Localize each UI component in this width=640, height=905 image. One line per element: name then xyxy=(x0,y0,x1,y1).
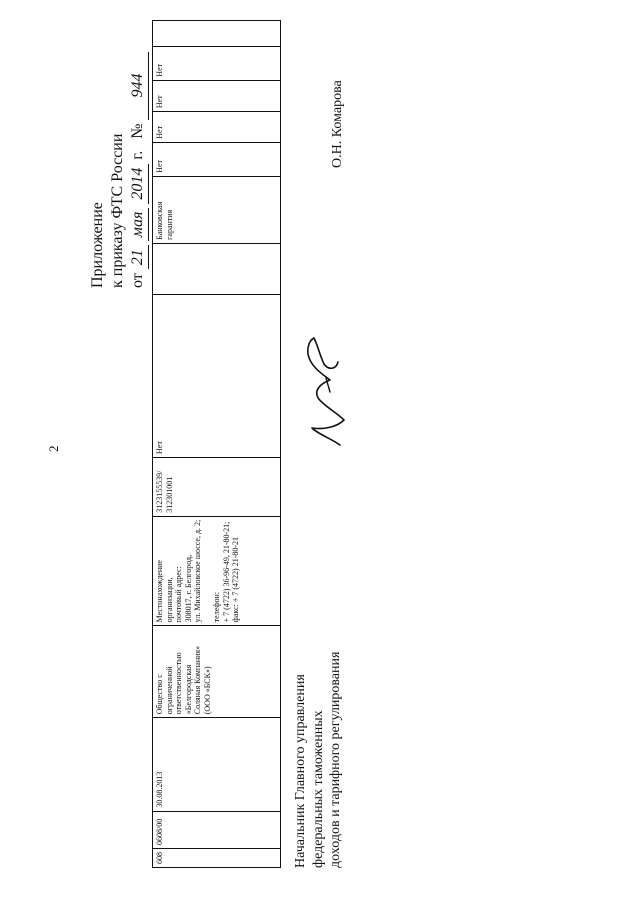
order-day: 21 xyxy=(128,245,149,269)
cell-organization: Общество с ограниченной ответственностью «Белгородская Соляная Компания» (ООО «БСК») xyxy=(153,626,281,718)
cell-col11: Нет xyxy=(153,112,281,143)
page-number: 2 xyxy=(46,445,61,452)
registry-table xyxy=(152,20,281,868)
number-label: № xyxy=(129,123,146,139)
cell-guarantee: Банковская гарантия xyxy=(153,176,281,243)
appendix-header xyxy=(88,52,149,288)
from-label: от xyxy=(129,273,146,288)
cell-col10: Нет xyxy=(153,142,281,176)
handwritten-signature xyxy=(300,330,350,450)
cell-col8 xyxy=(153,243,281,294)
cell-col12: Нет xyxy=(153,80,281,111)
cell-address: Местонахождение организации, почтовый адрес: 308017, г. Белгород, ул. Михайловское шоссе, д. 2; телефон: + 7 (4722) 36-96-49, 21-80-21; факс: + 7 (4722) 21-80-21 xyxy=(153,516,281,626)
order-date-number xyxy=(128,52,149,288)
rotated-document-content xyxy=(0,20,640,880)
appendix-title: Приложение xyxy=(89,202,106,288)
year-suffix: г. xyxy=(129,150,146,160)
cell-registry-number: 0608/00 xyxy=(153,811,281,848)
order-number: 944 xyxy=(128,52,149,120)
cell-col7: Нет xyxy=(153,295,281,458)
signer-name: О.Н. Комарова xyxy=(330,80,345,168)
order-reference: к приказу ФТС России xyxy=(109,133,126,288)
cell-inn-kpp: 3123155539/ 312301001 xyxy=(153,457,281,516)
order-month: мая xyxy=(128,208,149,242)
cell-index: 608 xyxy=(153,849,281,868)
table-row xyxy=(153,21,281,868)
signer-title: Начальник Главного управления федеральных таможенных доходов и тарифного регулирования xyxy=(293,651,343,868)
cell-col13: Нет xyxy=(153,46,281,80)
cell-date: 30.08.2013 xyxy=(153,718,281,811)
cell-col14 xyxy=(153,21,281,47)
order-year: 2014 xyxy=(128,164,149,204)
